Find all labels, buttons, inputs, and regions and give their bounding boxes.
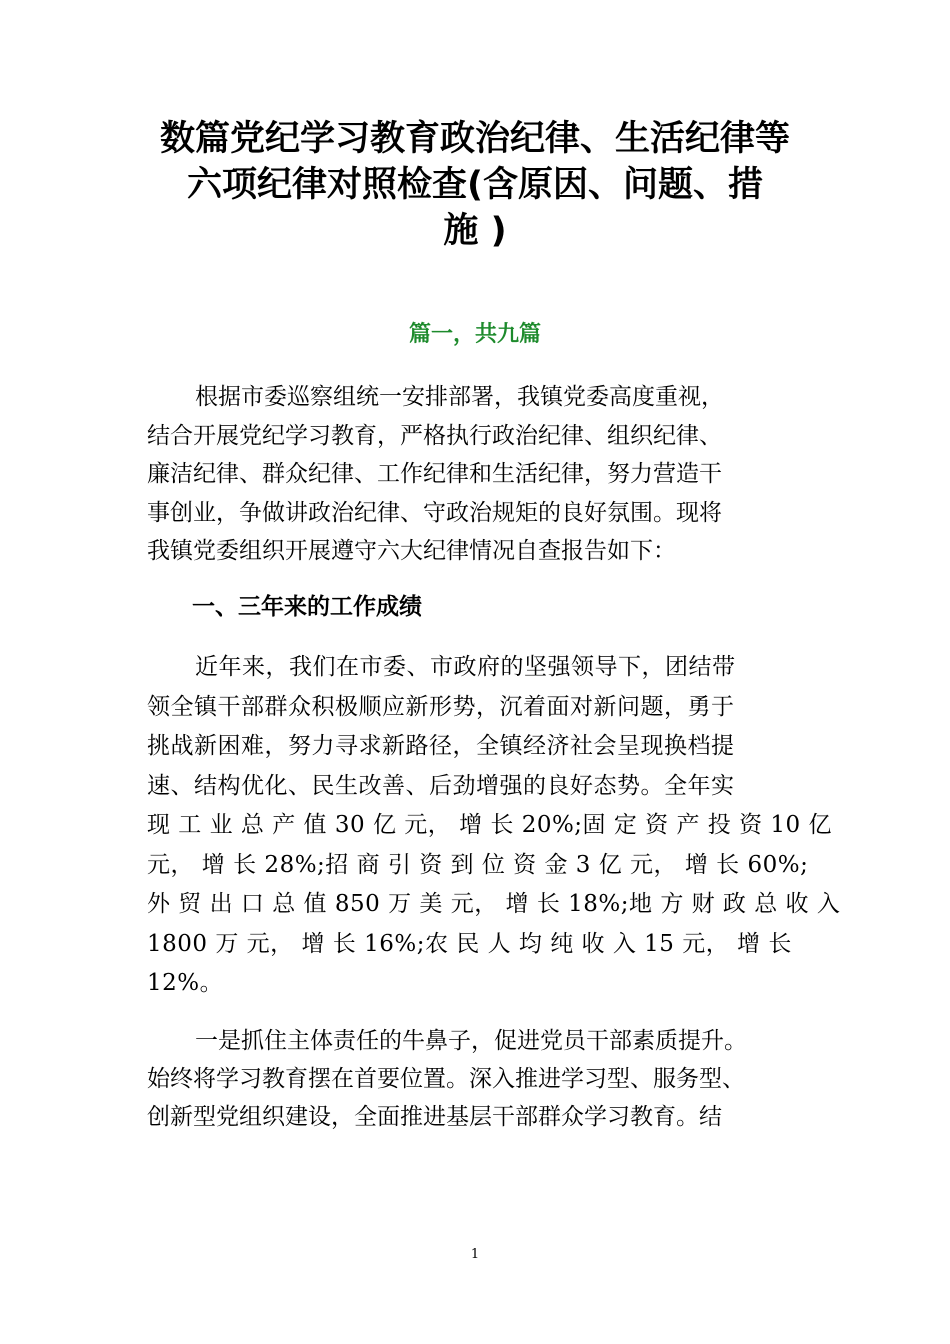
- paragraph-line: 我镇党委组织开展遵守六大纪律情况自查报告如下：: [147, 538, 676, 564]
- paragraph-line: 事创业，争做讲政治纪律、守政治规矩的良好氛围。现将: [147, 499, 722, 526]
- paragraph-line: 近年来，我们在市委、市政府的坚强领导下，团结带: [195, 654, 736, 680]
- paragraph-line: 廉洁纪律、群众纪律、工作纪律和生活纪律，努力营造干: [147, 461, 722, 487]
- paragraph-line: 12%。: [147, 970, 224, 996]
- title-line-2: 六项纪律对照检查(含原因、问题、措: [187, 165, 763, 205]
- paragraph-achievements: [147, 648, 841, 1004]
- paragraph-line: 结合开展党纪学习教育，严格执行政治纪律、组织纪律、: [147, 422, 722, 449]
- document-title: [130, 116, 820, 254]
- paragraph-line: 现 工 业 总 产 值 30 亿 元， 增 长 20%;固 定 资 产 投 资 10 亿: [147, 812, 833, 838]
- paragraph-line: 始终将学习教育摆在首要位置。深入推进学习型、服务型、: [147, 1066, 745, 1092]
- title-line-3: 施 ): [443, 211, 507, 251]
- paragraph-line: 挑战新困难，努力寻求新路径，全镇经济社会呈现换档提: [147, 733, 735, 759]
- document-subtitle: 篇一，共九篇: [408, 322, 541, 347]
- paragraph-line: 1800 万 元， 增 长 16%;农 民 人 均 纯 收 入 15 元， 增 长: [147, 930, 792, 957]
- paragraph-line: 领全镇干部群众积极顺应新形势，沉着面对新问题，勇于: [147, 693, 735, 720]
- paragraph-line: 根据市委巡察组统一安排部署，我镇党委高度重视，: [195, 384, 724, 410]
- paragraph-line: 速、结构优化、民生改善、后劲增强的良好态势。全年实: [147, 772, 735, 799]
- paragraph-line: 外 贸 出 口 总 值 850 万 美 元， 增 长 18%;地 方 财 政 总 收 入: [147, 891, 841, 917]
- paragraph-line: 一是抓住主体责任的牛鼻子，促进党员干部素质提升。: [195, 1028, 747, 1054]
- paragraph-line: 创新型党组织建设，全面推进基层干部群众学习教育。结: [147, 1104, 722, 1130]
- title-line-1: 数篇党纪学习教育政治纪律、生活纪律等: [159, 119, 790, 159]
- paragraph-responsibility: [147, 1022, 837, 1136]
- page-number: 1: [470, 1247, 480, 1262]
- paragraph-line: 元， 增 长 28%;招 商 引 资 到 位 资 金 3 亿 元， 增 长 60%;: [147, 851, 809, 878]
- section-heading: 一、三年来的工作成绩: [192, 594, 422, 620]
- paragraph-intro: [147, 378, 837, 571]
